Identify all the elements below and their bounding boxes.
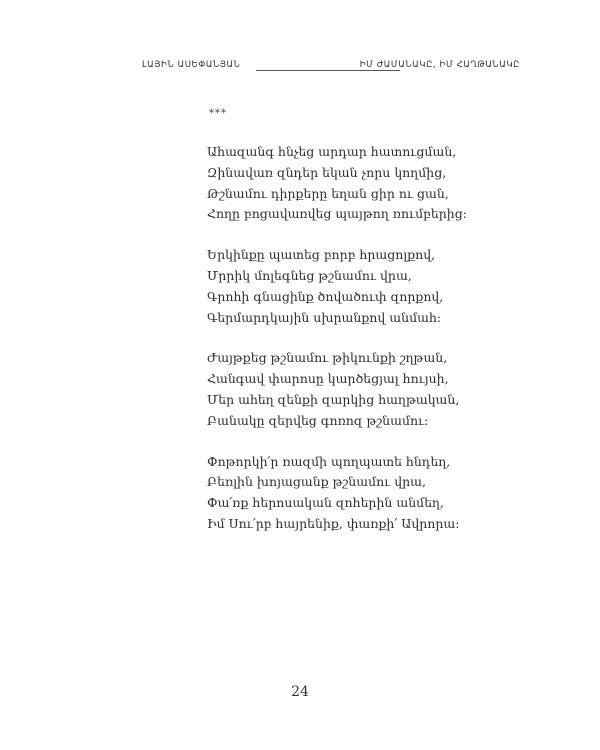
poem-line: Գերմարդկային սխրանքով անմահ: — [207, 309, 442, 325]
poem-separator: *** — [209, 108, 227, 119]
running-header — [142, 60, 520, 76]
poem-line: Ժայթքեց թշնամու թիկունքի շղթան, — [207, 350, 448, 366]
stanza-4 — [207, 452, 537, 535]
header-author: ԼԱՅԻՆ ԱՍԵՓԱՆՅԱՆ — [142, 60, 241, 70]
stanza-2 — [207, 245, 537, 328]
poem-line: Հանգավ փարոսը կարծեցյալ հույսի, — [207, 371, 449, 387]
poem-line: Բանակը զերվեց գոռոզ թշնամու: — [207, 412, 429, 428]
poem-line: Իմ Սու՛րբ հայրենիք, փառքի՛ Ավրորա: — [207, 515, 460, 531]
poem-line: Բեռլին խոյացանք թշնամու վրա, — [207, 474, 427, 490]
poem-line: Թշնամու դիրքերը եղան ցիր ու ցան, — [207, 185, 449, 201]
poem-line: Գրոհի գնացինք ծովածուփ զորքով, — [207, 288, 444, 304]
header-rule — [256, 70, 400, 71]
header-book-title: ԻՄ ԺԱՄԱՆԱԿԸ, ԻՄ ՀԱՂԹԱՆԱԿԸ — [359, 60, 520, 70]
poem-line: Ահազանգ հնչեց արդար հատուցման, — [207, 144, 457, 159]
poem-line: Փոթորկի՛ր ռազմի պողպատե հնդեղ, — [207, 453, 451, 469]
poem-line: Հողը բոցավառվեց պայթող ռումբերից: — [207, 206, 467, 222]
stanza-3 — [207, 348, 537, 431]
poem-line: Մրրիկ մոլեգնեց թշնամու վրա, — [207, 267, 412, 283]
poem-line: Զինավառ զնդեր եկան չորս կողմից, — [207, 164, 447, 180]
stanza-1 — [207, 142, 537, 225]
poem-body — [207, 142, 537, 555]
page-number: 24 — [291, 684, 309, 700]
poem-line: Փա՛ռք հերոսական զոհերին անմեղ, — [207, 495, 444, 511]
poem-line: Մեր ահեղ զենքի զարկից հաղթական, — [207, 391, 460, 407]
poem-line: Երկինքը պատեց բորբ հրացոլքով, — [207, 247, 436, 263]
